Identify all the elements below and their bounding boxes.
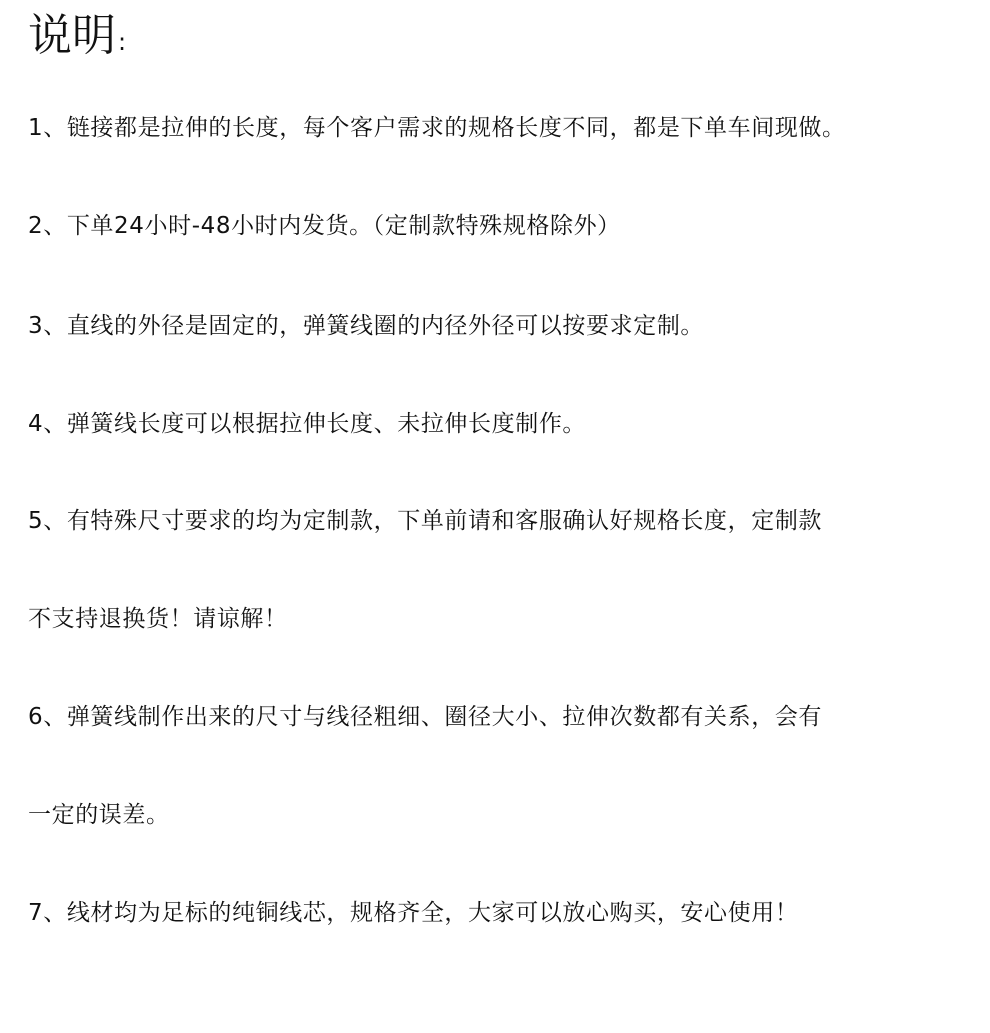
title-colon: : (118, 28, 127, 56)
instruction-line-7: 7、线材均为足标的纯铜线芯，规格齐全，大家可以放心购买，安心使用！ (28, 900, 799, 926)
instruction-line-5-continued: 不支持退换货！请谅解！ (28, 606, 288, 632)
instruction-line-4: 4、弹簧线长度可以根据拉伸长度、未拉伸长度制作。 (28, 411, 587, 437)
instruction-line-1: 1、链接都是拉伸的长度，每个客户需求的规格长度不同，都是下单车间现做。 (28, 115, 846, 141)
instruction-line-6-continued: 一定的误差。 (28, 802, 170, 828)
instruction-line-3: 3、直线的外径是固定的，弹簧线圈的内径外径可以按要求定制。 (28, 313, 705, 339)
instruction-line-2: 2、下单24小时-48小时内发货。（定制款特殊规格除外） (28, 213, 621, 239)
title-text: 说明 (28, 10, 116, 61)
instruction-line-6: 6、弹簧线制作出来的尺寸与线径粗细、圈径大小、拉伸次数都有关系，会有 (28, 704, 823, 730)
page-title (28, 10, 127, 61)
instruction-line-5: 5、有特殊尺寸要求的均为定制款，下单前请和客服确认好规格长度，定制款 (28, 508, 823, 534)
